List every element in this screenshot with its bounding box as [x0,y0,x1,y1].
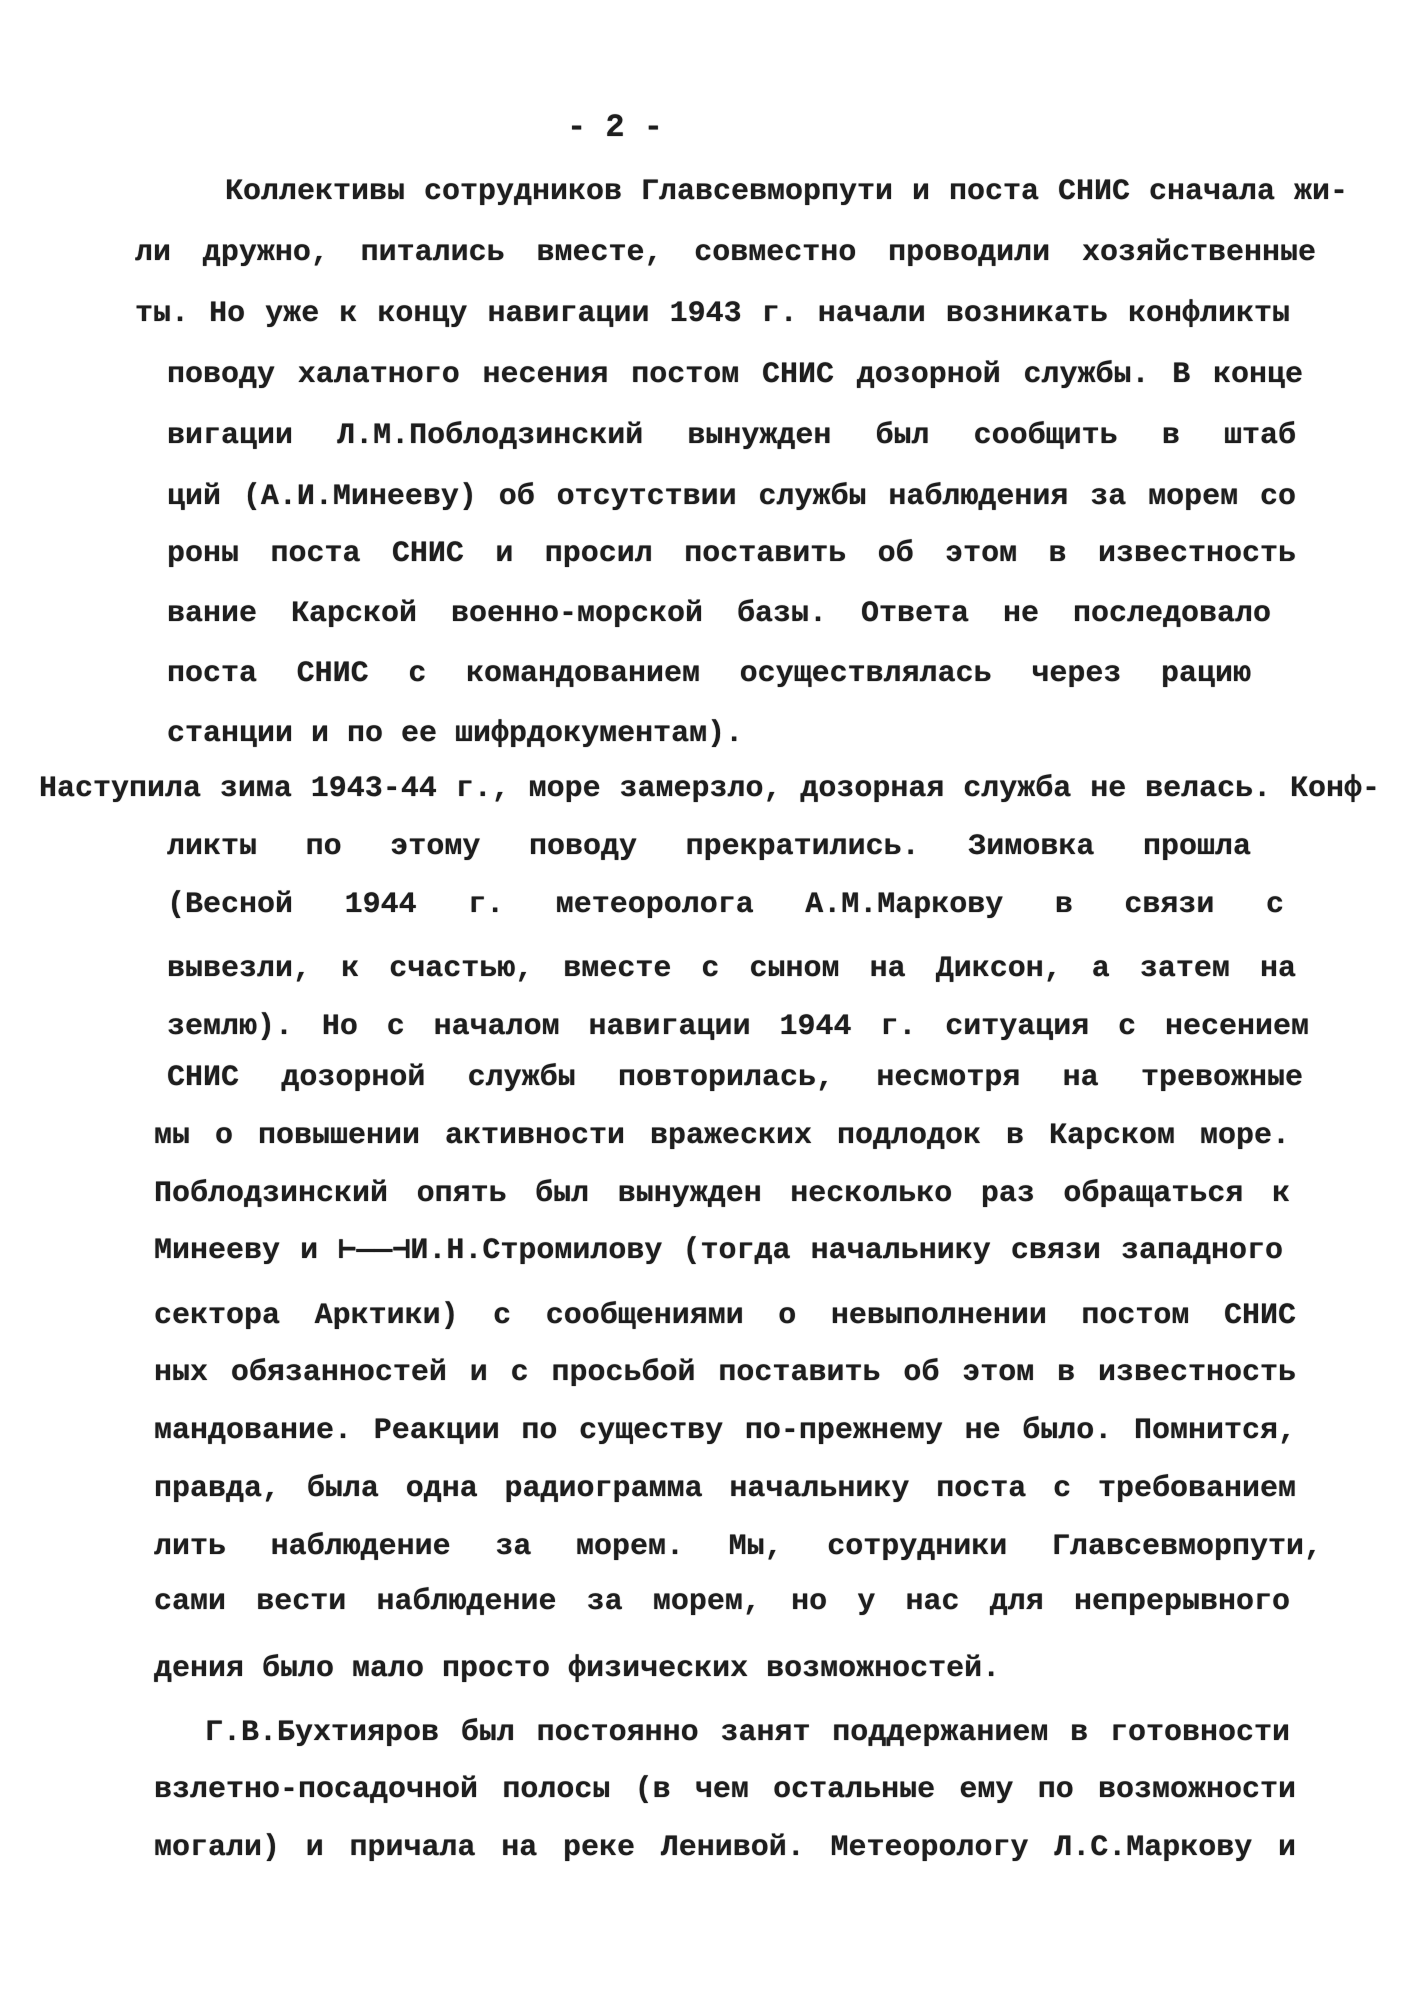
text-line: землю). Но с началом навигации 1944 г. ситуация с несением [167,1010,1309,1044]
text-line: поводу халатного несения постом СНИС дозорной службы. В конце [167,358,1303,392]
text-line: ных обязанностей и с просьбой поставить об этом в известность [154,1356,1296,1390]
text-line: дения было мало просто физических возможностей. [154,1652,1001,1686]
text-line: вывезли, к счастью, вместе с сыном на Диксон, а затем на [167,952,1296,986]
text-line: взлетно-посадочной полосы (в чем остальные ему по возможности [154,1773,1296,1807]
text-line: ликты по этому поводу прекратились. Зимовка прошла [167,830,1251,864]
text-line: могали) и причала на реке Ленивой. Метеорологу Л.С.Маркову и [154,1831,1296,1865]
text-line: Наступила зима 1943-44 г., море замерзло, дозорная служба не велась. Конф- [39,772,1380,806]
text-line: мандование. Реакции по существу по-прежнему не было. Помнится, [154,1414,1296,1448]
text-line: ты. Но уже к концу навигации 1943 г. начали возникать конфликты [135,297,1290,331]
text-line: станции и по ее шифрдокументам). [167,717,744,751]
text-line: ли дружно, питались вместе, совместно проводили хозяйственные [135,236,1316,270]
text-line: Поблодзинский опять был вынужден несколько раз обращаться к [154,1177,1290,1211]
text-line: сами вести наблюдение за морем, но у нас для непрерывного [154,1585,1290,1619]
text-line: ций (А.И.Минееву) об отсутствии службы наблюдения за морем со [167,480,1296,514]
text-line: поста СНИС с командованием осуществлялась через рацию [167,657,1251,691]
text-line: мы о повышении активности вражеских подлодок в Карском море. [154,1119,1290,1153]
text-line: роны поста СНИС и просил поставить об этом в известность [167,537,1296,571]
text-line: Коллективы сотрудников Главсевморпути и поста СНИС сначала жи- [225,175,1348,209]
page-number: - 2 - [566,109,663,146]
text-line: Г.В.Бухтияров был постоянно занят поддержанием в готовности [205,1716,1290,1750]
text-line: лить наблюдение за морем. Мы, сотрудники Главсевморпути, [154,1530,1322,1564]
text-line: вигации Л.М.Поблодзинский вынужден был сообщить в штаб [167,419,1296,453]
text-line: сектора Арктики) с сообщениями о невыполнении постом СНИС [154,1299,1296,1333]
text-line: Минееву и ⊢——⊣И.Н.Стромилову (тогда начальнику связи западного [154,1234,1283,1268]
text-line: вание Карской военно-морской базы. Ответа не последовало [167,597,1271,631]
text-line: правда, была одна радиограмма начальнику поста с требованием [154,1472,1296,1506]
text-line: (Весной 1944 г. метеоролога А.М.Маркову в связи с [167,888,1284,922]
text-line: СНИС дозорной службы повторилась, несмотря на тревожные [167,1061,1303,1095]
